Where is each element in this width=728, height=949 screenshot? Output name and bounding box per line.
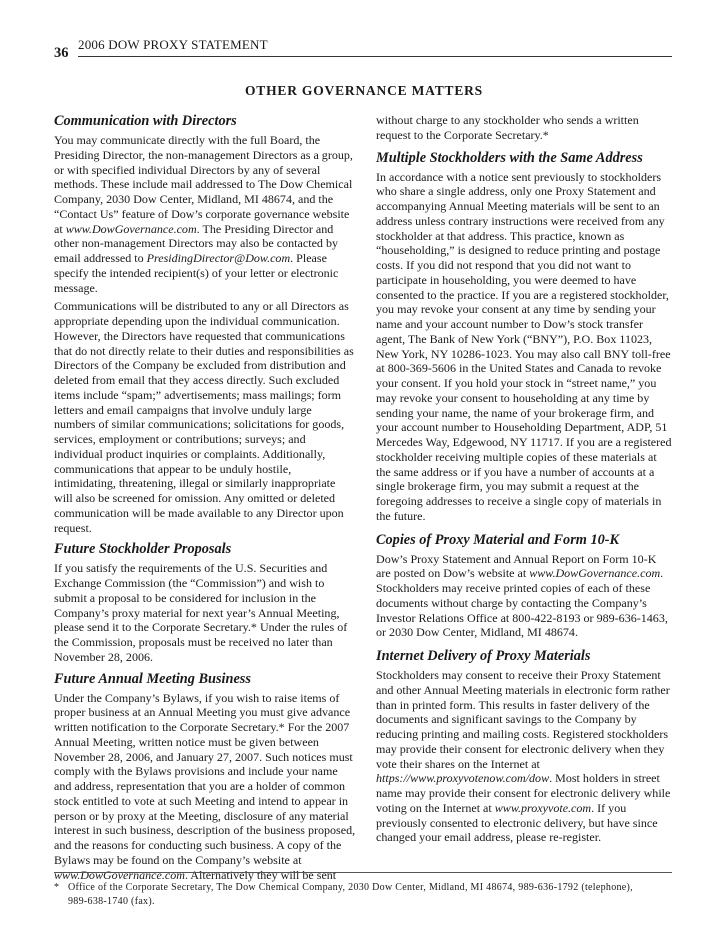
heading-copies-proxy: Copies of Proxy Material and Form 10-K [376, 531, 620, 548]
heading-future-proposals: Future Stockholder Proposals [54, 541, 232, 558]
section-title: OTHER GOVERNANCE MATTERS [245, 83, 483, 98]
communication-paragraph-1: You may communicate directly with the full Board, the Presiding Director, the non-management Directors as a group, or with specified individual Directors by any of several methods. These include mail addressed to The Dow Chemical Company, 2030 Dow Center, Midland, MI 48674, and the “Contact Us” feature of Dow’s corporate governance website at www.DowGovernance.com. The Presiding Director and other non-management Directors may also be contacted by email addressed to PresidingDirector@Dow.com. Please specify the intended recipient(s) of your letter or electronic message. [54, 133, 353, 295]
internet-delivery-paragraph: Stockholders may consent to receive their Proxy Statement and other Annual Meeting materials in electronic form rather than in printed form. This results in faster delivery of the documents and significant savings to the Company by reducing printing and mailing costs. Registered stockholders may provide their consent for electronic delivery when they vote their shares on the Internet at https://www.proxyvotenow.com/dow. Most holders in street name may provide their consent for electronic delivery while voting on the Internet at www.proxyvote.com. If you previously consented to electronic delivery, but have since changed your email address, please re-register. [376, 668, 671, 845]
governance-link-3[interactable]: www.DowGovernance.com [529, 566, 661, 581]
page-number: 36 [54, 45, 69, 61]
presiding-director-email[interactable]: PresidingDirector@Dow.com [146, 251, 291, 265]
annual-meeting-paragraph: Under the Company’s Bylaws, if you wish to raise items of proper business at an Annual Meeting you must give advance written notification to the Corporate Secretary.* For the 2007 Annual Meeting, written notice must be given between November 28, 2006, and January 27, 2007. Such notices must comply with the Bylaws provisions and include your name and address, representation that you are a holder of common stock entitled to vote at such Meeting and intend to appear in person or by proxy at the Meeting, disclosure of any material interest in such business, description of the business proposed, and the reasons for conducting such business. A copy of the Bylaws may be found on the Company’s website at www.DowGovernance.com. Alternatively they will be sent [54, 690, 356, 882]
footnote [54, 881, 672, 909]
footnote-rule [54, 872, 672, 873]
proxyvote-link[interactable]: www.proxyvote.com [494, 800, 592, 815]
governance-link[interactable]: www.DowGovernance.com [65, 221, 197, 236]
left-column [54, 113, 356, 886]
future-proposals-paragraph: If you satisfy the requirements of the U.S. Securities and Exchange Commission (the “Commission”) and wish to submit a proposal to be considered for inclusion in the Company’s proxy material for next year’s Annual Meeting, please send it to the Corporate Secretary.* Under the rules of the Commission, proposals must be received no later than November 28, 2006. [54, 561, 348, 664]
footnote-line-2: 989-638-1740 (fax). [68, 896, 155, 907]
heading-internet-delivery: Internet Delivery of Proxy Materials [376, 648, 591, 664]
heading-multiple-stockholders: Multiple Stockholders with the Same Address [376, 149, 643, 166]
right-column [376, 113, 672, 849]
copies-paragraph: Dow’s Proxy Statement and Annual Report on Form 10-K are posted on Dow’s website at www.DowGovernance.com. Stockholders may receive printed copies of each of these documents without charge by contacting the Company’s Investor Relations Office at 800-422-8193 or 989-636-1463, or 2030 Dow Center, Midland, MI 48674. [376, 551, 668, 640]
footnote-mark: * [54, 882, 60, 893]
heading-communication: Communication with Directors [54, 113, 237, 129]
proxyvotenow-link[interactable]: https://www.proxyvotenow.com/dow [376, 771, 550, 786]
communication-paragraph-2: Communications will be distributed to any or all Directors as appropriate depending upon the individual communication. However, the Directors have requested that communications that do not directly relate to their duties and responsibilities as Directors of the Company be excluded from distribution and deleted from email that they access directly. Such excluded items include “spam;” advertisements; mass mailings; form letters and email campaigns that involve unduly large numbers of similar communications; solicitations for goods, services, employment or contributions; surveys; and individual product inquiries or complaints. Additionally, communications that appear to be unduly hostile, intimidating, threatening, illegal or similarly inappropriate will also be screened for omission. Any omitted or deleted communication will be made available to any Director upon request. [54, 299, 354, 535]
governance-link-2[interactable]: www.DowGovernance.com [54, 867, 185, 882]
footnote-line-1: Office of the Corporate Secretary, The Dow Chemical Company, 2030 Dow Center, Midland, MI 48674, 989-636-1792 (telephone), [68, 882, 633, 893]
running-head: 2006 DOW PROXY STATEMENT [78, 37, 268, 52]
householding-paragraph: In accordance with a notice sent previously to stockholders who share a single address, only one Proxy Statement and accompanying Annual Meeting materials will be sent to an address unless contrary instructions were received from any stockholder at that address. This practice, known as “householding,” is designed to reduce printing and postage costs. If you did not respond that you did not want to participate in householding, you were deemed to have consented to the practice. If you are a registered stockholder, you may revoke your consent at any time by sending your name and your account number to Dow’s stock transfer agent, The Bank of New York (“BNY”), P.O. Box 11023, New York, NY 10286-1023. You may also call BNY toll-free at 800-369-5606 in the United States and Canada to revoke your consent. If you hold your stock in “street name,” you may revoke your consent to householding at any time by sending your name, the name of your brokerage firm, and your account number to Householding Department, ADP, 51 Mercedes Way, Edgewood, NY 11717. If you are a registered stockholder receiving multiple copies of these materials at the same address or if you have a number of accounts at a single brokerage firm, you may submit a request at the foregoing addresses to receive a single copy of materials in the future. [376, 169, 672, 523]
header-rule [78, 56, 672, 57]
continued-paragraph: without charge to any stockholder who sends a written request to the Corporate Secretary.* [376, 113, 639, 142]
heading-annual-meeting: Future Annual Meeting Business [54, 670, 251, 687]
